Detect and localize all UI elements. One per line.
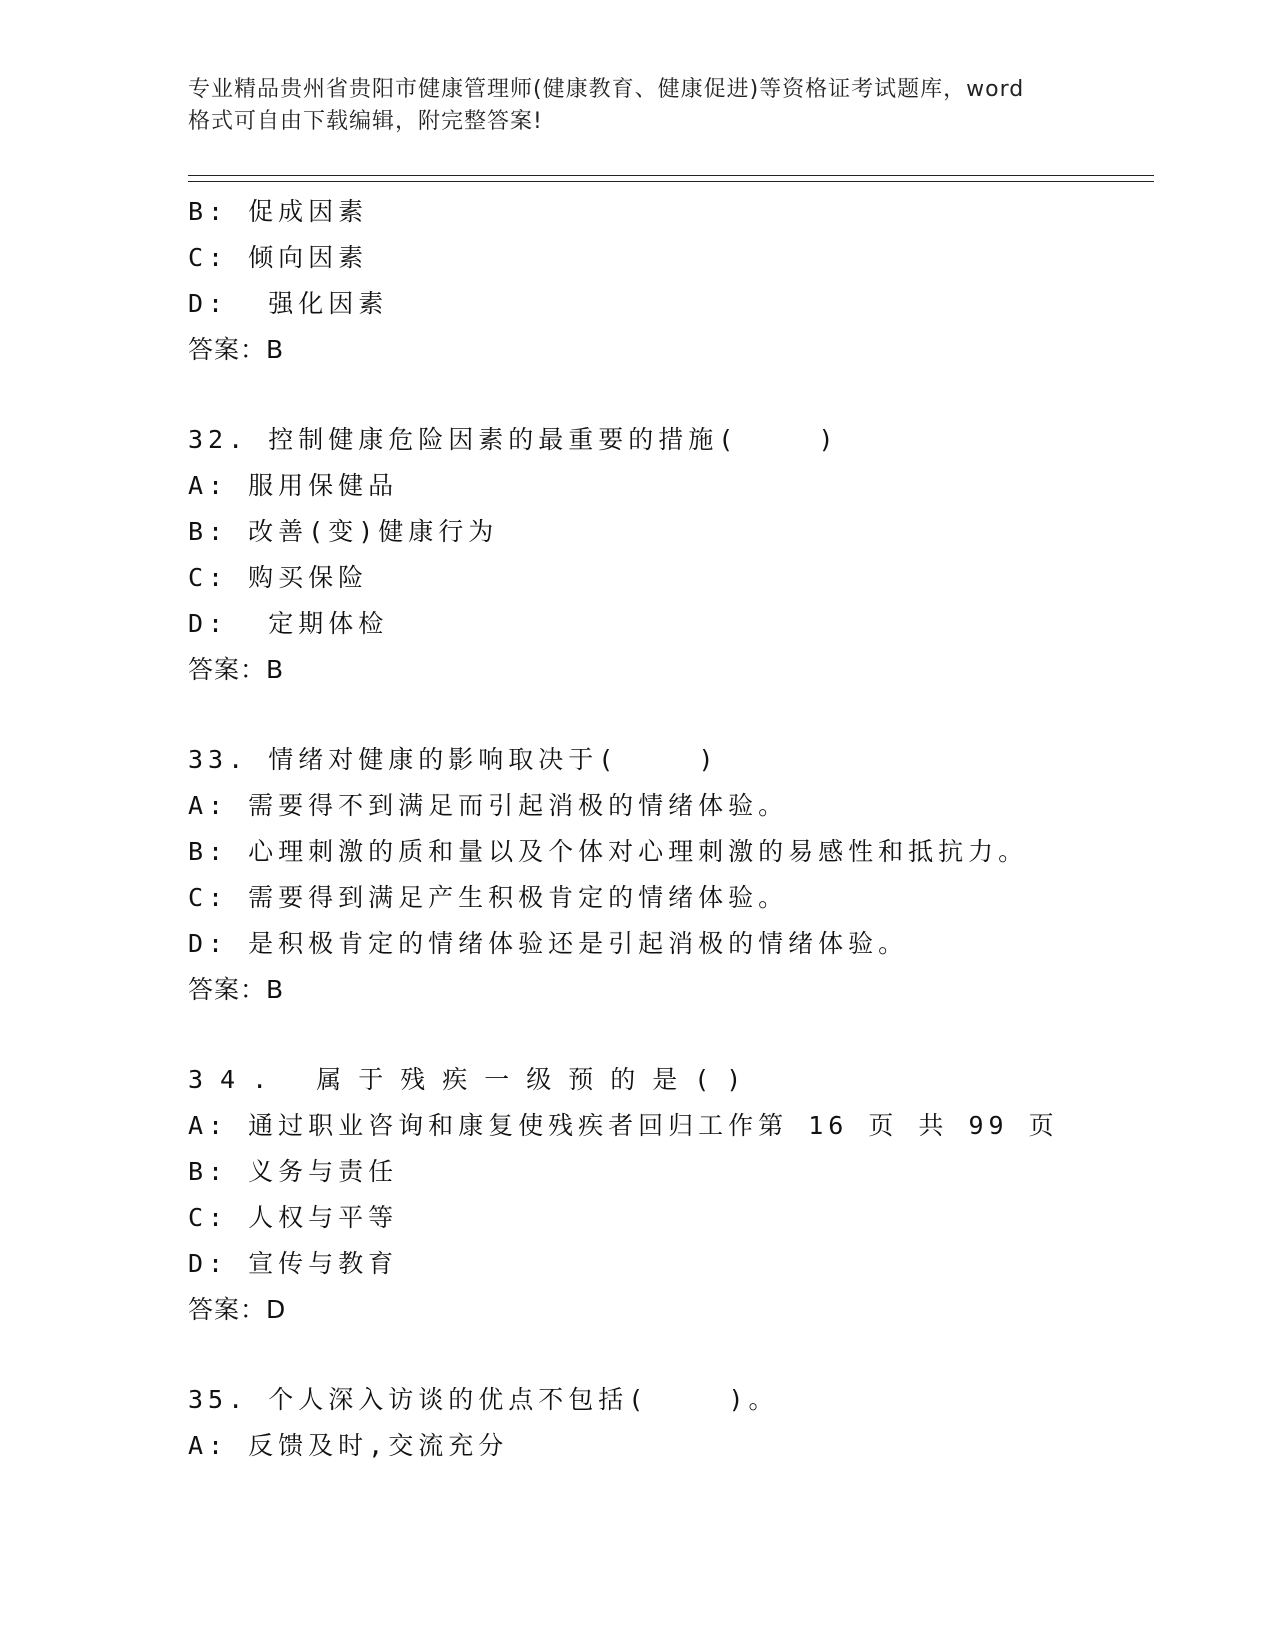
option-d: D: 定期体检 (188, 609, 389, 638)
header-line-1: 专业精品贵州省贵阳市健康管理师(健康教育、健康促进)等资格证考试题库，word (188, 77, 1025, 102)
option-a: A: 需要得不到满足而引起消极的情绪体验。 (188, 791, 789, 820)
question-stem: 34. 属于残疾一级预的是() (188, 1065, 759, 1094)
question-content (188, 189, 1154, 1469)
option-c: C: 人权与平等 (188, 1203, 399, 1232)
option-a: A: 通过职业咨询和康复使残疾者回归工作第 16 页 共 99 页 (188, 1111, 1059, 1140)
option-d: D: 宣传与教育 (188, 1249, 399, 1278)
header-divider-bottom (188, 181, 1154, 182)
option-c: C: 购买保险 (188, 563, 369, 592)
question-stem: 32. 控制健康危险因素的最重要的措施( ) (188, 425, 839, 454)
question-32 (188, 417, 1154, 693)
header-divider-top (188, 175, 1154, 176)
option-a: A: 服用保健品 (188, 471, 399, 500)
document-header (188, 74, 1088, 138)
option-d: D: 强化因素 (188, 289, 389, 318)
question-stem: 33. 情绪对健康的影响取决于( ) (188, 745, 719, 774)
answer: 答案：D (188, 1295, 287, 1324)
option-d: D: 是积极肯定的情绪体验还是引起消极的情绪体验。 (188, 929, 909, 958)
answer: 答案：B (188, 655, 285, 684)
option-a: A: 反馈及时,交流充分 (188, 1431, 509, 1460)
question-35 (188, 1377, 1154, 1469)
option-b: B: 义务与责任 (188, 1157, 399, 1186)
question-stem: 35. 个人深入访谈的优点不包括( )。 (188, 1385, 779, 1414)
header-line-2: 格式可自由下载编辑，附完整答案! (188, 109, 543, 134)
option-b: B: 心理刺激的质和量以及个体对心理刺激的易感性和抵抗力。 (188, 837, 1029, 866)
question-33 (188, 737, 1154, 1013)
option-c: C: 需要得到满足产生积极肯定的情绪体验。 (188, 883, 789, 912)
option-b: B: 改善(变)健康行为 (188, 517, 499, 546)
answer: 答案：B (188, 335, 285, 364)
option-c: C: 倾向因素 (188, 243, 369, 272)
question-31-continued (188, 189, 1154, 373)
option-b: B: 促成因素 (188, 197, 369, 226)
answer: 答案：B (188, 975, 285, 1004)
question-34 (188, 1057, 1154, 1333)
